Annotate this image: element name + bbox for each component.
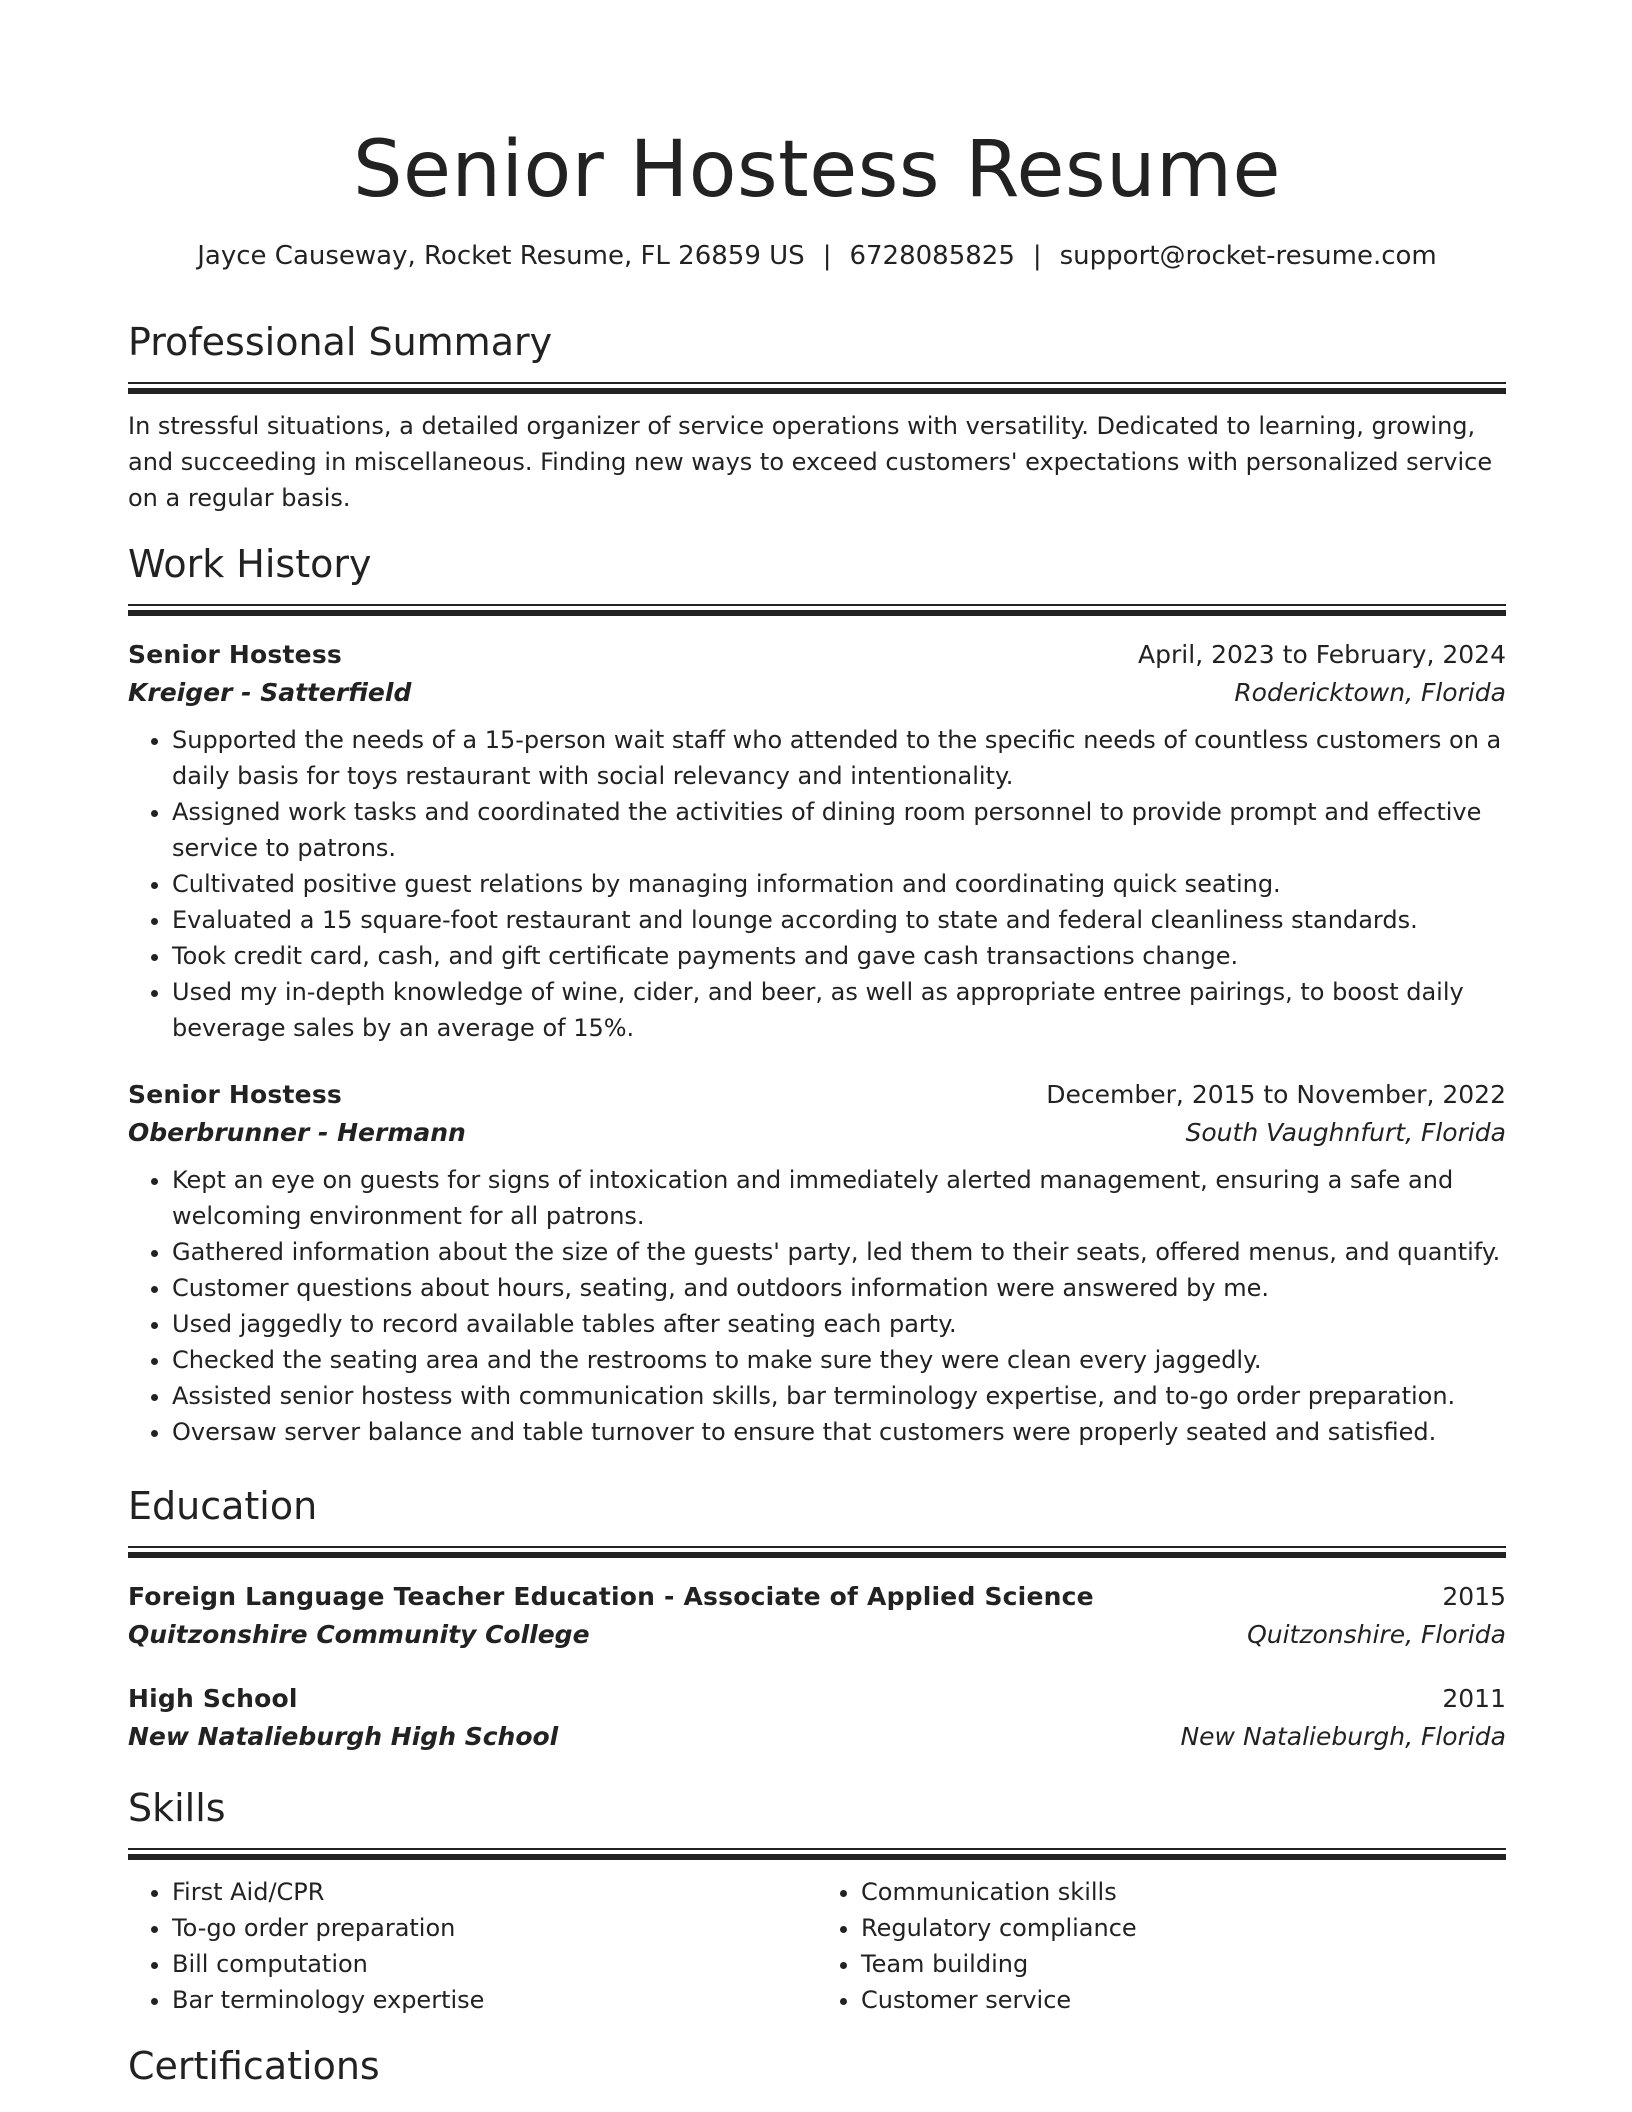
skill-item: • Regulatory compliance <box>861 1910 1506 1946</box>
skill-item: • Customer service <box>861 1982 1506 2018</box>
skill-item: • Bar terminology expertise <box>172 1982 817 2018</box>
skill-item: • Bill computation <box>172 1946 817 1982</box>
skill-item: • To-go order preparation <box>172 1910 817 1946</box>
skill-item: • Team building <box>861 1946 1506 1982</box>
section-certifications <box>128 2040 1506 2092</box>
contact-phone: 6728085825 <box>849 241 1015 271</box>
section-heading: Certifications <box>128 2044 380 2088</box>
page-title: Senior Hostess Resume <box>352 125 1282 215</box>
job-title: Senior Hostess <box>128 1080 342 1109</box>
list-item: • Took credit card, cash, and gift certificate payments and gave cash transactions change. <box>172 938 1506 974</box>
education-degree: Foreign Language Teacher Education - Associate of Applied Science <box>128 1582 1094 1611</box>
section-education <box>128 1480 1506 1756</box>
job-location: South Vaughnfurt, Florida <box>1185 1118 1506 1147</box>
section-summary <box>128 316 1506 516</box>
job-header <box>128 1076 1506 1114</box>
education-location: Quitzonshire, Florida <box>1247 1620 1506 1649</box>
skills-grid <box>128 1874 1506 2018</box>
section-heading: Education <box>128 1484 318 1528</box>
contact-separator: | <box>822 241 832 271</box>
education-header <box>128 1578 1506 1616</box>
section-heading: Work History <box>128 542 372 586</box>
contact-address: Jayce Causeway, Rocket Resume, FL 26859 US <box>197 241 805 271</box>
list-item: • Assisted senior hostess with communication skills, bar terminology expertise, and to-go order preparation. <box>172 1378 1506 1414</box>
education-year: 2011 <box>1442 1684 1506 1713</box>
education-school: New Natalieburgh High School <box>128 1722 559 1751</box>
list-item: • Kept an eye on guests for signs of intoxication and immediately alerted management, ensuring a safe and welcoming environment for all patrons. <box>172 1162 1506 1234</box>
list-item: • Oversaw server balance and table turnover to ensure that customers were properly seated and satisfied. <box>172 1414 1506 1450</box>
education-subheader <box>128 1616 1506 1654</box>
education-subheader <box>128 1718 1506 1756</box>
section-divider <box>128 382 1506 394</box>
list-item: • Checked the seating area and the restrooms to make sure they were clean every jaggedly. <box>172 1342 1506 1378</box>
job-entry <box>128 1076 1506 1450</box>
contact-email[interactable]: support@rocket-resume.com <box>1059 241 1437 271</box>
list-item: • Assigned work tasks and coordinated the activities of dining room personnel to provide prompt and effective service to patrons. <box>172 794 1506 866</box>
job-bullets <box>128 722 1506 1046</box>
job-dates: December, 2015 to November, 2022 <box>1046 1080 1506 1109</box>
skills-column-left <box>128 1874 817 2018</box>
job-entry <box>128 636 1506 1046</box>
section-divider <box>128 1546 1506 1558</box>
list-item: • Gathered information about the size of the guests' party, led them to their seats, offered menus, and quantify. <box>172 1234 1506 1270</box>
section-divider <box>128 1848 1506 1860</box>
job-company: Oberbrunner - Hermann <box>128 1118 466 1147</box>
contact-line <box>128 238 1506 274</box>
education-location: New Natalieburgh, Florida <box>1180 1722 1506 1751</box>
list-item: • Customer questions about hours, seating, and outdoors information were answered by me. <box>172 1270 1506 1306</box>
section-divider <box>128 604 1506 616</box>
job-subheader <box>128 1114 1506 1152</box>
contact-separator: | <box>1032 241 1042 271</box>
list-item: • Cultivated positive guest relations by managing information and coordinating quick seating. <box>172 866 1506 902</box>
education-year: 2015 <box>1442 1582 1506 1611</box>
section-skills <box>128 1782 1506 2018</box>
skill-item: • First Aid/CPR <box>172 1874 817 1910</box>
section-work-history <box>128 538 1506 1450</box>
job-header <box>128 636 1506 674</box>
summary-text: In stressful situations, a detailed organizer of service operations with versatility. Dedicated to learning, growing, and succeeding in miscellaneous. Finding new ways to exceed customers' expectations with personalized service on a regular basis. <box>128 412 1493 512</box>
list-item: • Supported the needs of a 15-person wait staff who attended to the specific needs of countless customers on a daily basis for toys restaurant with social relevancy and intentionality. <box>172 722 1506 794</box>
job-bullets <box>128 1162 1506 1450</box>
list-item: • Evaluated a 15 square-foot restaurant and lounge according to state and federal cleanliness standards. <box>172 902 1506 938</box>
education-degree: High School <box>128 1684 298 1713</box>
education-school: Quitzonshire Community College <box>128 1620 590 1649</box>
skills-column-right <box>817 1874 1506 2018</box>
job-title: Senior Hostess <box>128 640 342 669</box>
job-location: Rodericktown, Florida <box>1234 678 1506 707</box>
job-company: Kreiger - Satterfield <box>128 678 412 707</box>
list-item: • Used jaggedly to record available tables after seating each party. <box>172 1306 1506 1342</box>
section-heading: Skills <box>128 1786 226 1830</box>
education-entry <box>128 1680 1506 1756</box>
list-item: • Used my in-depth knowledge of wine, cider, and beer, as well as appropriate entree pairings, to boost daily beverage sales by an average of 15%. <box>172 974 1506 1046</box>
skill-item: • Communication skills <box>861 1874 1506 1910</box>
section-heading: Professional Summary <box>128 320 553 364</box>
education-entry <box>128 1578 1506 1654</box>
education-header <box>128 1680 1506 1718</box>
job-subheader <box>128 674 1506 712</box>
job-dates: April, 2023 to February, 2024 <box>1138 640 1506 669</box>
